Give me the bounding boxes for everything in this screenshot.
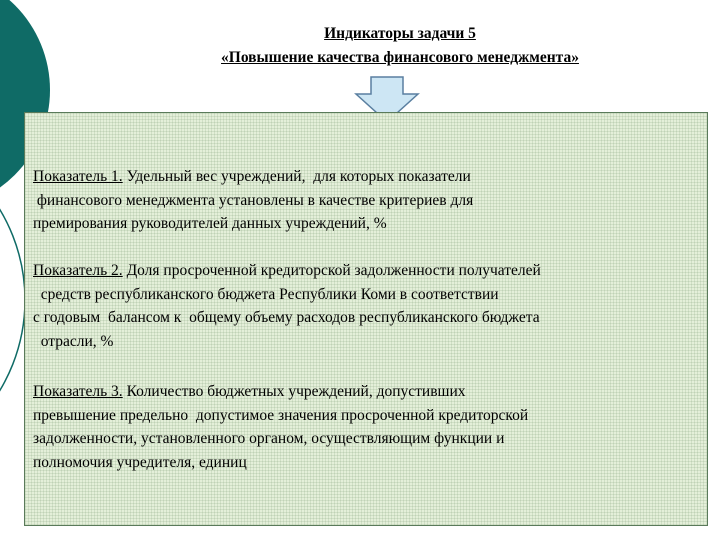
indicator-3-line-1: Количество бюджетных учреждений, допустивших — [122, 383, 466, 400]
indicator-2-label: Показатель 2. — [33, 262, 123, 279]
indicators-panel — [24, 112, 708, 526]
indicator-1-label: Показатель 1. — [33, 168, 123, 185]
indicator-3 — [33, 380, 703, 474]
indicator-2 — [33, 259, 703, 353]
slide-title — [110, 22, 690, 70]
indicator-3-line-2: превышение предельно допустимое значения просроченной кредиторской — [33, 406, 529, 424]
indicator-1-line-3: премирования руководителей данных учреждений, % — [33, 215, 387, 232]
indicator-3-line-4: полномочия учредителя, единиц — [33, 453, 247, 471]
indicator-2-line-1: Доля просроченной кредиторской задолженности получателей — [122, 262, 541, 279]
indicator-1-line-2: финансового менеджмента установлены в качестве критериев для — [33, 191, 474, 209]
indicator-2-line-2: средств республиканского бюджета Республики Коми в соответствии — [33, 285, 499, 303]
indicator-3-label: Показатель 3. — [33, 383, 123, 400]
indicator-2-line-3: с годовым балансом к общему объему расходов республиканского бюджета — [33, 309, 540, 326]
title-line-2: «Повышение качества финансового менеджмента» — [221, 49, 579, 66]
indicator-1-line-1: Удельный вес учреждений, для которых показатели — [122, 168, 471, 185]
indicator-3-line-3: задолженности, установленного органом, осуществляющим функции и — [33, 430, 505, 447]
indicator-1 — [33, 165, 703, 236]
indicator-2-line-4: отрасли, % — [33, 332, 114, 350]
title-line-1: Индикаторы задачи 5 — [324, 25, 476, 42]
